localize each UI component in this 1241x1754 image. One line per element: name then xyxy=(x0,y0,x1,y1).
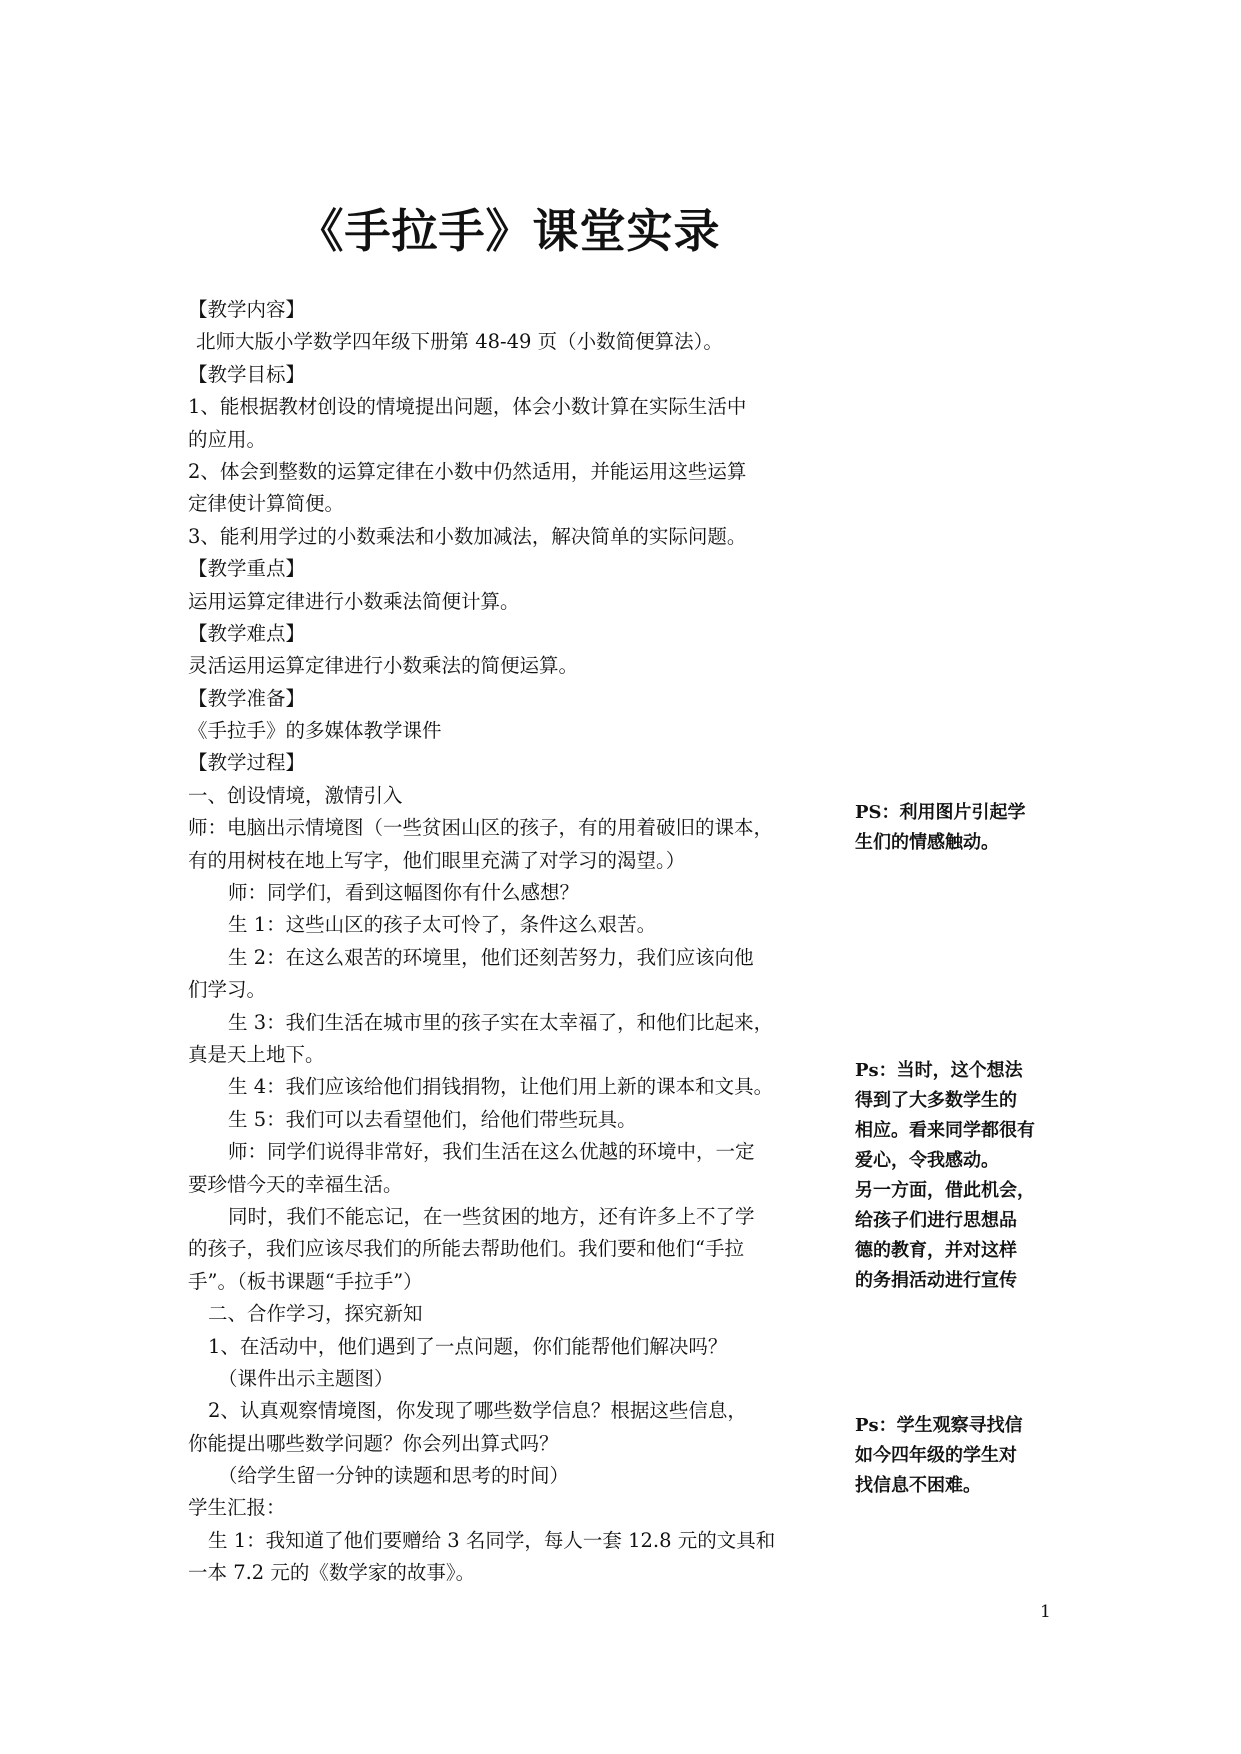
margin-note-line: Ps：当时，这个想法 xyxy=(855,1060,1023,1081)
body-line: 定律使计算简便。 xyxy=(188,492,345,516)
body-line: 灵活运用运算定律进行小数乘法的简便运算。 xyxy=(188,654,579,678)
body-line: 【教学准备】 xyxy=(188,686,306,710)
body-line: 【教学过程】 xyxy=(188,751,306,775)
margin-note-line: 相应。看来同学都很有 xyxy=(855,1120,1035,1141)
body-line: 【教学重点】 xyxy=(188,557,306,581)
body-line: 师：电脑出示情境图（一些贫困山区的孩子，有的用着破旧的课本， xyxy=(188,816,774,840)
margin-note-line: 爱心，令我感动。 xyxy=(855,1150,999,1171)
body-line: 的孩子，我们应该尽我们的所能去帮助他们。我们要和他们“手拉 xyxy=(188,1237,744,1261)
body-line: 们学习。 xyxy=(188,978,267,1002)
margin-note-line: 如今四年级的学生对 xyxy=(855,1445,1017,1466)
margin-note-line: 的务捐活动进行宣传 xyxy=(855,1270,1017,1291)
body-line: 3、能利用学过的小数乘法和小数加减法，解决简单的实际问题。 xyxy=(188,524,747,548)
body-line: 1、在活动中，他们遇到了一点问题，你们能帮他们解决吗？ xyxy=(208,1334,728,1358)
margin-note-1 xyxy=(855,798,1075,858)
body-line: 北师大版小学数学四年级下册第 48-49 页（小数简便算法）。 xyxy=(196,330,723,354)
margin-note-2 xyxy=(855,1056,1075,1296)
body-line: 师：同学们说得非常好，我们生活在这么优越的环境中，一定 xyxy=(228,1140,755,1164)
margin-note-line: 得到了大多数学生的 xyxy=(855,1090,1017,1111)
body-line: 同时，我们不能忘记，在一些贫困的地方，还有许多上不了学 xyxy=(228,1204,755,1228)
body-line: 《手拉手》的多媒体教学课件 xyxy=(188,719,442,743)
body-line: 生 5：我们可以去看望他们，给他们带些玩具。 xyxy=(228,1107,637,1131)
main-body xyxy=(188,294,810,1590)
body-line: 【教学难点】 xyxy=(188,621,306,645)
body-line: 1、能根据教材创设的情境提出问题，体会小数计算在实际生活中 xyxy=(188,395,747,419)
body-line: 【教学内容】 xyxy=(188,298,306,321)
margin-note-line: 生们的情感触动。 xyxy=(855,832,999,853)
body-line: 真是天上地下。 xyxy=(188,1042,325,1066)
body-line: 【教学目标】 xyxy=(188,362,306,386)
body-line: （给学生留一分钟的读题和思考的时间） xyxy=(218,1464,570,1488)
body-line: 2、体会到整数的运算定律在小数中仍然适用，并能运用这些运算 xyxy=(188,459,747,483)
body-line: 一本 7.2 元的《数学家的故事》。 xyxy=(188,1561,476,1585)
margin-note-line: Ps：学生观察寻找信 xyxy=(855,1415,1023,1436)
body-line: 生 3：我们生活在城市里的孩子实在太幸福了，和他们比起来， xyxy=(228,1010,774,1034)
margin-note-line: 德的教育，并对这样 xyxy=(855,1240,1017,1261)
body-line: 学生汇报： xyxy=(188,1496,286,1520)
body-line: 的应用。 xyxy=(188,427,267,451)
body-line: 生 4：我们应该给他们捐钱捐物，让他们用上新的课本和文具。 xyxy=(228,1075,774,1099)
margin-note-line: PS：利用图片引起学 xyxy=(855,802,1026,823)
margin-note-line: 另一方面，借此机会， xyxy=(855,1180,1035,1201)
body-line: 要珍惜今天的幸福生活。 xyxy=(188,1172,403,1196)
margin-note-3 xyxy=(855,1411,1075,1501)
page-number: 1 xyxy=(1040,1602,1051,1622)
body-line: 有的用树枝在地上写字，他们眼里充满了对学习的渴望。） xyxy=(188,848,686,872)
margin-note-line: 找信息不困难。 xyxy=(855,1475,981,1496)
body-line: 二、合作学习，探究新知 xyxy=(208,1302,423,1326)
body-line: （课件出示主题图） xyxy=(218,1366,394,1390)
body-line: 手”。（板书课题“手拉手”） xyxy=(188,1269,423,1293)
body-line: 生 1：我知道了他们要赠给 3 名同学，每人一套 12.8 元的文具和 xyxy=(208,1528,776,1552)
body-line: 2、认真观察情境图，你发现了哪些数学信息？根据这些信息， xyxy=(208,1399,747,1423)
document-title: 《手拉手》课堂实录 xyxy=(297,204,721,258)
body-line: 你能提出哪些数学问题？你会列出算式吗？ xyxy=(188,1431,559,1455)
body-line: 生 1：这些山区的孩子太可怜了，条件这么艰苦。 xyxy=(228,913,657,937)
body-line: 运用运算定律进行小数乘法简便计算。 xyxy=(188,589,520,613)
body-line: 生 2：在这么艰苦的环境里，他们还刻苦努力，我们应该向他 xyxy=(228,945,754,969)
body-line: 师：同学们，看到这幅图你有什么感想？ xyxy=(228,881,580,905)
margin-note-line: 给孩子们进行思想品 xyxy=(855,1210,1017,1231)
body-line: 一、创设情境，激情引入 xyxy=(188,783,403,807)
